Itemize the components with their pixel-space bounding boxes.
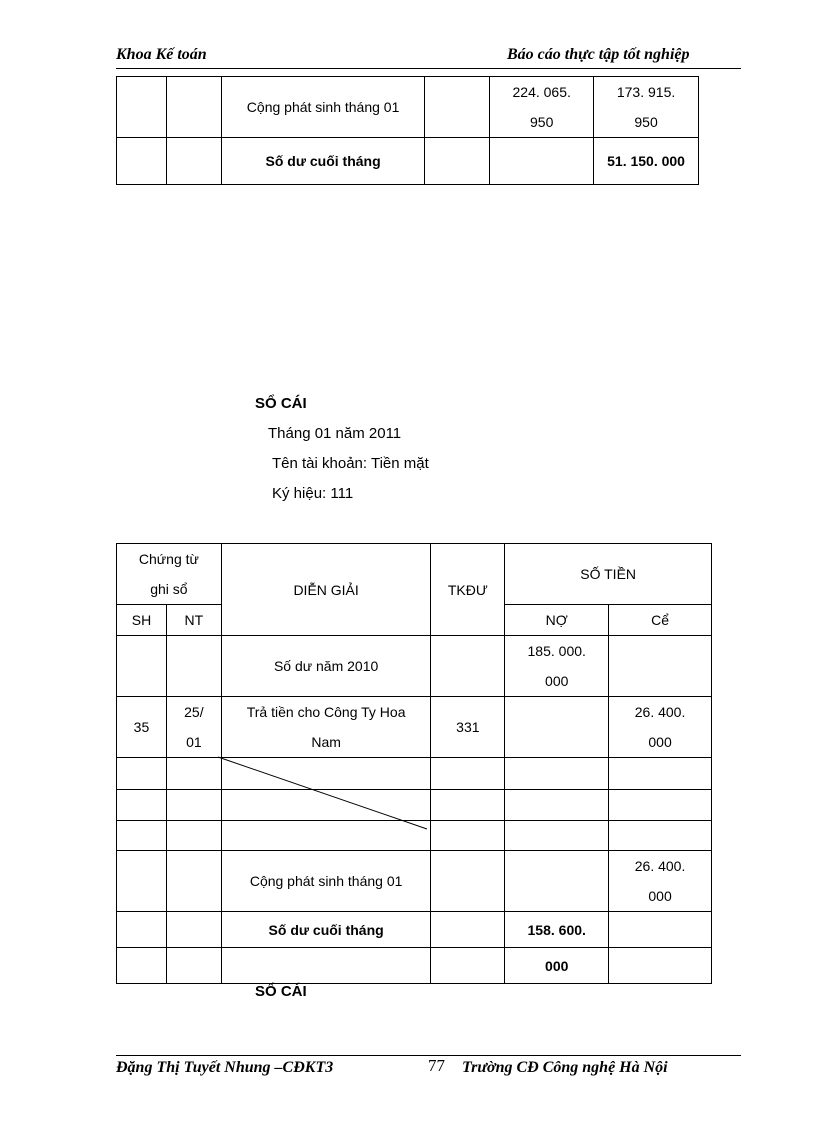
footer-right: Trường CĐ Công nghệ Hà Nội xyxy=(462,1059,668,1076)
sh-cell: 35 xyxy=(117,697,167,758)
credit-cell: 26. 400. 000 xyxy=(609,697,712,758)
ledger-title: SỔ CÁI xyxy=(255,395,307,412)
header-right: Báo cáo thực tập tốt nghiệp xyxy=(507,46,690,63)
debit-cell: 185. 000. 000 xyxy=(505,636,609,697)
row-label: Cộng phát sinh tháng 01 xyxy=(221,851,431,912)
ledger-month: Tháng 01 năm 2011 xyxy=(268,425,402,442)
row-label: Trả tiền cho Công Ty Hoa Nam xyxy=(221,697,431,758)
debit-header: NỢ xyxy=(505,605,609,636)
next-ledger-title: SỔ CÁI xyxy=(255,983,307,1000)
credit-cell: 26. 400. 000 xyxy=(609,851,712,912)
row-label: Số dư cuối tháng xyxy=(221,138,425,185)
nt-cell: 25/ 01 xyxy=(166,697,221,758)
page-number: 77 xyxy=(428,1056,445,1075)
account-name: Tên tài khoản: Tiền mặt xyxy=(272,455,429,472)
debit-cell: 000 xyxy=(505,948,609,984)
sh-header: SH xyxy=(117,605,167,636)
row-label: Số dư cuối tháng xyxy=(221,912,431,948)
description-header: DIỄN GIẢI xyxy=(221,544,431,636)
nt-header: NT xyxy=(166,605,221,636)
debit-cell: 224. 065. 950 xyxy=(490,77,594,138)
header-left: Khoa Kế toán xyxy=(116,46,207,63)
debit-cell: 158. 600. xyxy=(505,912,609,948)
credit-cell: 51. 150. 000 xyxy=(594,138,699,185)
amount-header: SỐ TIỀN xyxy=(505,544,712,605)
credit-header: Cể xyxy=(609,605,712,636)
footer-left: Đặng Thị Tuyết Nhung –CĐKT3 xyxy=(116,1059,334,1076)
tkdu-cell: 331 xyxy=(431,697,505,758)
voucher-header: Chứng từ ghi sổ xyxy=(117,544,222,605)
account-code: Ký hiệu: 111 xyxy=(272,485,354,502)
row-label: Cộng phát sinh tháng 01 xyxy=(221,77,425,138)
credit-cell: 173. 915. 950 xyxy=(594,77,699,138)
tkdu-header: TKĐƯ xyxy=(431,544,505,636)
row-label: Số dư năm 2010 xyxy=(221,636,431,697)
